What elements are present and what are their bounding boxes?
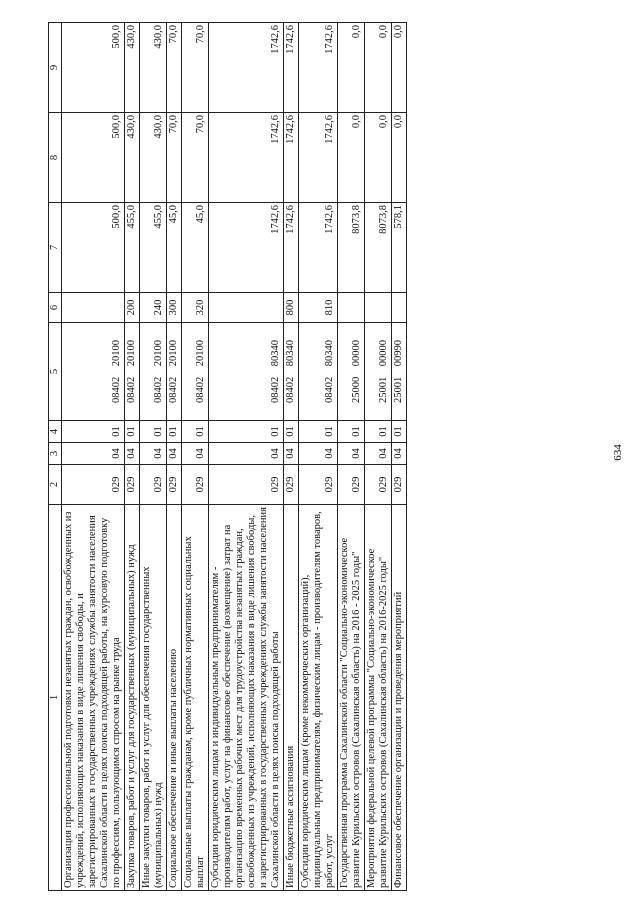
target-article-cell [299,323,338,421]
amount-col8-cell: 0,0 [365,113,392,203]
target-article-direction-code: 80340 [324,340,335,367]
target-article-direction-code: 20100 [195,340,206,367]
table-row [365,23,392,891]
subsection-code-cell: 01 [182,421,209,443]
row-name-cell: Организация профессиональной подготовки незанятых граждан, освобожденных из учреждений, исполняющих наказания в виде лишения свободы, и зарегистрированных в государственных учреждениях службы занятости населения Сахалинской области в целях поиска подходящей работы, на курсовую подготовку по профессиям, пользующимся спросом на рынке труда [62,505,125,891]
row-name-cell: Субсидии юридическим лицам (кроме некоммерческих организаций), индивидуальным предпринимателям, физическим лицам - производителям товаров, работ, услуг [299,505,338,891]
amount-col7-cell: 500,0 [62,203,125,293]
table-row [209,23,284,891]
table-row [167,23,182,891]
page-number: 634 [612,444,624,461]
amount-col7-cell: 1742,6 [209,203,284,293]
target-article-direction-code: 00000 [351,340,362,367]
section-code-cell: 04 [299,443,338,465]
row-name-cell: Иные закупки товаров, работ и услуг для обеспечения государственных (муниципальных) нужд [140,505,167,891]
table-row [284,23,299,891]
amount-col9-cell: 1742,6 [284,23,299,113]
table-row [140,23,167,891]
table-body [49,23,407,891]
expense-type-cell [209,293,284,323]
ministry-code-cell: 029 [140,465,167,505]
amount-col9-cell: 1742,6 [299,23,338,113]
target-article-cell [365,323,392,421]
section-code-cell: 04 [338,443,365,465]
subsection-code-cell: 01 [338,421,365,443]
amount-col9-cell: 0,0 [365,23,392,113]
amount-col7-cell: 578,1 [392,203,407,293]
ministry-code-cell: 029 [284,465,299,505]
column-number-3: 3 [49,443,62,465]
expense-type-cell: 800 [284,293,299,323]
target-article-cell [167,323,182,421]
amount-col7-cell: 455,0 [140,203,167,293]
section-code-cell: 04 [167,443,182,465]
ministry-code-cell: 029 [392,465,407,505]
subsection-code-cell: 01 [125,421,140,443]
expense-type-cell [392,293,407,323]
amount-col7-cell: 8073,8 [365,203,392,293]
amount-col8-cell: 430,0 [140,113,167,203]
amount-col7-cell: 1742,6 [299,203,338,293]
column-number-7: 7 [49,203,62,293]
subsection-code-cell: 01 [284,421,299,443]
amount-col9-cell: 0,0 [392,23,407,113]
amount-col9-cell: 70,0 [182,23,209,113]
amount-col7-cell: 45,0 [167,203,182,293]
table-row [182,23,209,891]
target-article-cell [209,323,284,421]
amount-col8-cell: 0,0 [338,113,365,203]
row-name-cell: Субсидии юридическим лицам и индивидуальным предпринимателям - производителям работ, услуг на финансовое обеспечение (возмещение) затрат на организацию временных рабочих мест для трудоустройства незанятых граждан, освобожденных из учреждений, исполняющих наказания в виде лишения свободы, и зарегистрированных в государственных учреждениях службы занятости населения Сахалинской области в целях поиска подходящей работы [209,505,284,891]
expense-type-cell [338,293,365,323]
target-article-program-code: 08402 [285,376,296,403]
amount-col8-cell: 1742,6 [299,113,338,203]
subsection-code-cell: 01 [365,421,392,443]
amount-col9-cell: 430,0 [125,23,140,113]
target-article-direction-code: 00000 [378,340,389,367]
column-number-2: 2 [49,465,62,505]
subsection-code-cell: 01 [167,421,182,443]
section-code-cell: 04 [392,443,407,465]
budget-table [48,22,407,891]
expense-type-cell: 200 [125,293,140,323]
expense-type-cell [62,293,125,323]
table-row [392,23,407,891]
column-number-8: 8 [49,113,62,203]
target-article-program-code: 08402 [111,376,122,403]
ministry-code-cell: 029 [182,465,209,505]
section-code-cell: 04 [125,443,140,465]
ministry-code-cell: 029 [167,465,182,505]
target-article-cell [62,323,125,421]
target-article-direction-code: 20100 [111,340,122,367]
target-article-direction-code: 20100 [126,340,137,367]
expense-type-cell: 810 [299,293,338,323]
ministry-code-cell: 029 [209,465,284,505]
section-code-cell: 04 [140,443,167,465]
target-article-cell [392,323,407,421]
amount-col7-cell: 45,0 [182,203,209,293]
section-code-cell: 04 [209,443,284,465]
row-name-cell: Иные бюджетные ассигнования [284,505,299,891]
ministry-code-cell: 029 [62,465,125,505]
table-row [125,23,140,891]
amount-col7-cell: 455,0 [125,203,140,293]
amount-col9-cell: 70,0 [167,23,182,113]
target-article-direction-code: 80340 [285,340,296,367]
target-article-direction-code: 20100 [153,340,164,367]
table-row [299,23,338,891]
row-name-cell: Социальные выплаты гражданам, кроме публичных нормативных социальных выплат [182,505,209,891]
column-number-1: 1 [49,505,62,891]
amount-col8-cell: 70,0 [167,113,182,203]
target-article-program-code: 25001 [378,376,389,403]
target-article-direction-code: 20100 [168,340,179,367]
amount-col7-cell: 8073,8 [338,203,365,293]
amount-col7-cell: 1742,6 [284,203,299,293]
ministry-code-cell: 029 [299,465,338,505]
section-code-cell: 04 [62,443,125,465]
row-name-cell: Социальное обеспечение и иные выплаты населению [167,505,182,891]
amount-col9-cell: 0,0 [338,23,365,113]
subsection-code-cell: 01 [140,421,167,443]
column-number-6: 6 [49,293,62,323]
target-article-cell [284,323,299,421]
expense-type-cell: 300 [167,293,182,323]
table-row [62,23,125,891]
row-name-cell: Государственная программа Сахалинской области "Социально-экономическое развитие Курильских островов (Сахалинская область) на 2016 - 2025 годы" [338,505,365,891]
target-article-cell [182,323,209,421]
target-article-direction-code: 80340 [270,340,281,367]
amount-col8-cell: 500,0 [62,113,125,203]
section-code-cell: 04 [182,443,209,465]
amount-col8-cell: 70,0 [182,113,209,203]
target-article-cell [125,323,140,421]
amount-col9-cell: 430,0 [140,23,167,113]
target-article-program-code: 08402 [270,376,281,403]
amount-col8-cell: 1742,6 [209,113,284,203]
target-article-cell [338,323,365,421]
target-article-program-code: 08402 [324,376,335,403]
expense-type-cell: 320 [182,293,209,323]
target-article-program-code: 08402 [126,376,137,403]
section-code-cell: 04 [284,443,299,465]
ministry-code-cell: 029 [338,465,365,505]
expense-type-cell [365,293,392,323]
target-article-cell [140,323,167,421]
row-name-cell: Финансовое обеспечение организации и проведения мероприятий [392,505,407,891]
amount-col9-cell: 500,0 [62,23,125,113]
amount-col8-cell: 0,0 [392,113,407,203]
section-code-cell: 04 [365,443,392,465]
column-number-9: 9 [49,23,62,113]
subsection-code-cell: 01 [299,421,338,443]
row-name-cell: Мероприятия федеральной целевой программы "Социально-экономическое развитие Курильских островов (Сахалинская область) на 2016-2025 годы" [365,505,392,891]
ministry-code-cell: 029 [365,465,392,505]
column-number-5: 5 [49,323,62,421]
target-article-program-code: 08402 [153,376,164,403]
target-article-direction-code: 00990 [393,340,404,367]
target-article-program-code: 25001 [393,376,404,403]
ministry-code-cell: 029 [125,465,140,505]
amount-col9-cell: 1742,6 [209,23,284,113]
table-row [338,23,365,891]
target-article-program-code: 08402 [168,376,179,403]
column-number-4: 4 [49,421,62,443]
subsection-code-cell: 01 [62,421,125,443]
amount-col8-cell: 430,0 [125,113,140,203]
target-article-program-code: 08402 [195,376,206,403]
subsection-code-cell: 01 [209,421,284,443]
subsection-code-cell: 01 [392,421,407,443]
row-name-cell: Закупка товаров, работ и услуг для государственных (муниципальных) нужд [125,505,140,891]
target-article-program-code: 25000 [351,376,362,403]
expense-type-cell: 240 [140,293,167,323]
amount-col8-cell: 1742,6 [284,113,299,203]
column-number-row [49,23,62,891]
